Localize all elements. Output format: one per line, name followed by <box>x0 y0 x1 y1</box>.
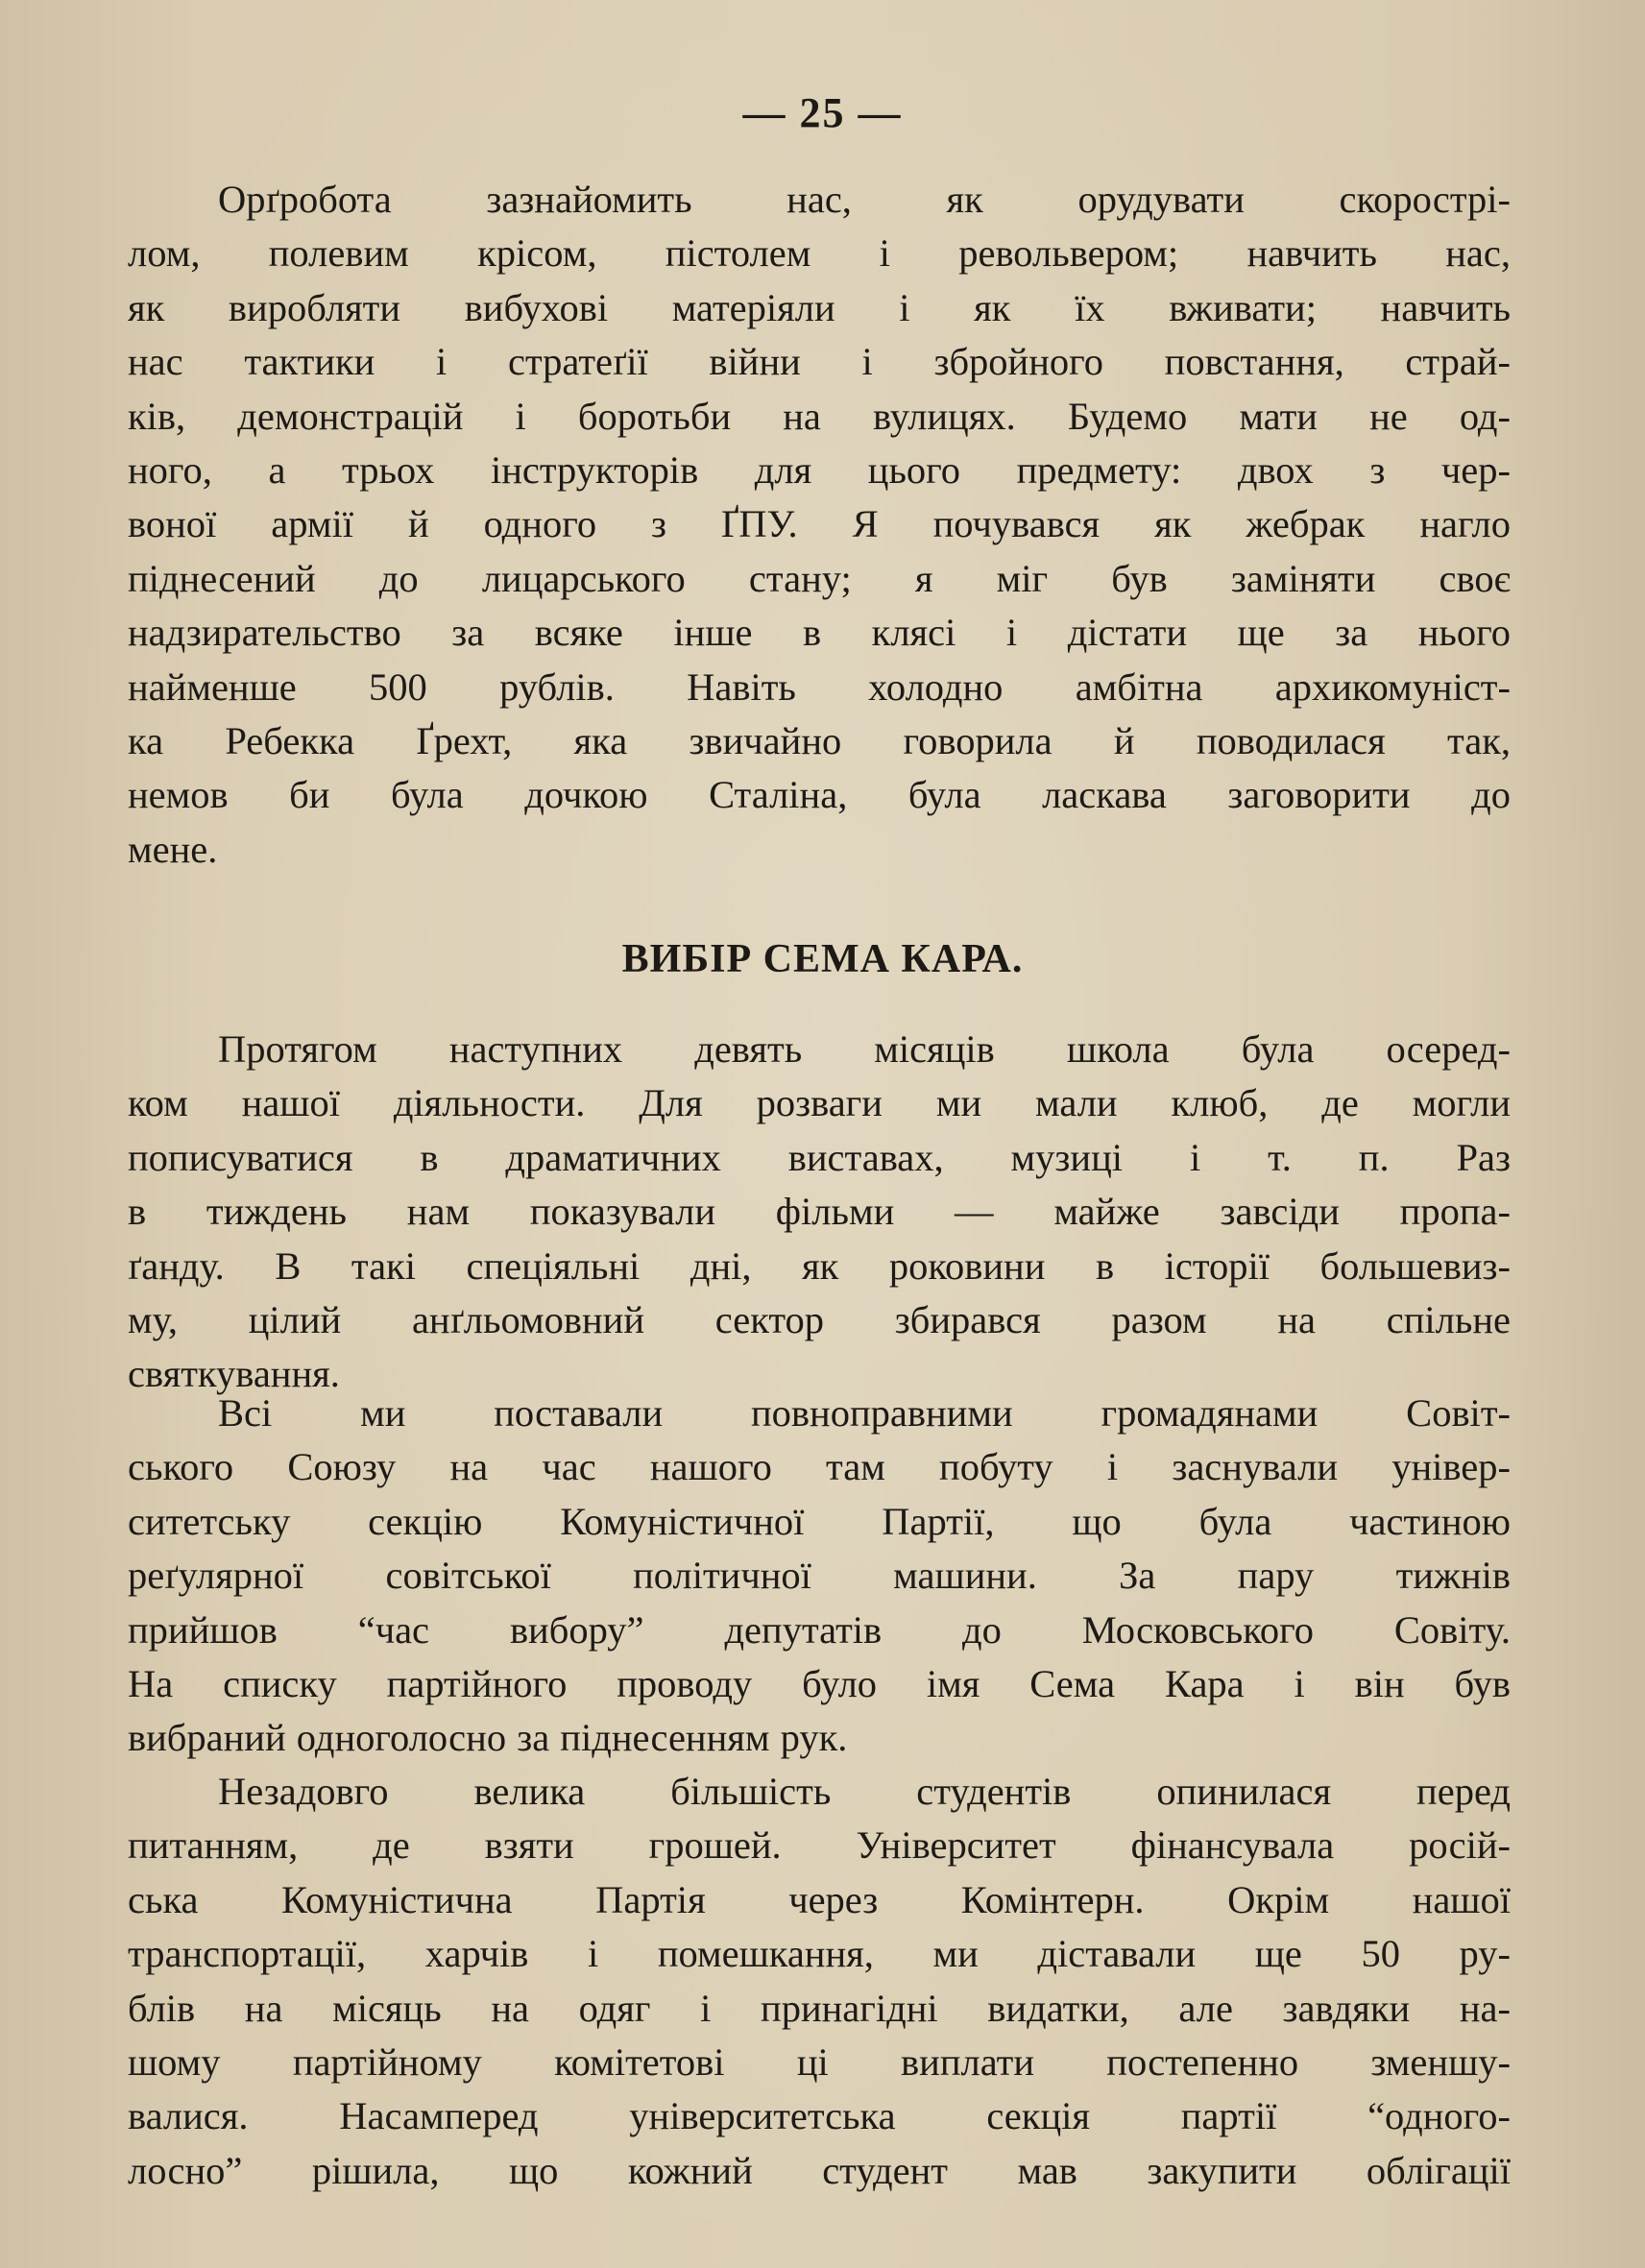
text-line: святкування. <box>128 1352 340 1396</box>
text-line: воної армії й одного з ҐПУ. Я почувався як жебрак нагло <box>128 502 1511 546</box>
text-line: в тиждень нам показували фільми — майже завсіди пропа- <box>128 1190 1511 1234</box>
text-line: блів на місяць на одяг і принагідні видатки, але завдяки на- <box>128 1986 1511 2030</box>
text-line: питанням, де взяти грошей. Університет фінансувала росій- <box>128 1823 1511 1868</box>
text-line: транспортації, харчів і помешкання, ми діставали ще 50 ру- <box>128 1932 1511 1976</box>
text-line: ського Союзу на час нашого там побуту і заснували універ- <box>128 1445 1511 1489</box>
text-line: Орґробота зазнайомить нас, як орудувати скорострі- <box>218 178 1511 221</box>
text-line: Незадовго велика більшість студентів опинилася перед <box>218 1770 1511 1813</box>
paragraph-2 <box>128 1023 1511 1402</box>
text-line: шому партійному комітетові ці виплати постепенно зменшу- <box>128 2040 1511 2085</box>
text-line: найменше 500 рублів. Навіть холодно амбітна архикомуніст- <box>128 664 1511 709</box>
text-line: Протягом наступних девять місяців школа була осеред- <box>218 1027 1511 1071</box>
text-line: як виробляти вибухові матеріяли і як їх вживати; навчить <box>128 285 1511 329</box>
text-line: ська Комуністична Партія через Комінтерн. Окрім нашої <box>128 1877 1511 1921</box>
text-line: нас тактики і стратеґії війни і збройного повстання, страй- <box>128 340 1511 384</box>
text-line: ситетську секцію Комуністичної Партії, що була частиною <box>128 1499 1511 1543</box>
text-line: реґулярної совітської політичної машини. За пару тижнів <box>128 1554 1511 1598</box>
text-line: прийшов “час вибору” депутатів до Московського Совіту. <box>128 1607 1511 1652</box>
section-heading: ВИБІР СЕМА КАРА. <box>621 937 1024 981</box>
text-line: піднесений до лицарського стану; я міг був заміняти своє <box>128 556 1511 600</box>
text-line: Всі ми поставали повноправними громадянами Совіт- <box>218 1391 1511 1435</box>
text-line: мене. <box>128 827 218 871</box>
text-line: лом, полевим крісом, пістолем і револьвером; навчить нас, <box>128 231 1511 276</box>
text-line: надзирательство за всяке інше в клясі і дістати ще за нього <box>128 611 1511 655</box>
text-line: ного, а трьох інструкторів для цього предмету: двох з чер- <box>128 448 1511 493</box>
text-line: лосно” рішила, що кожний студент мав закупити облігації <box>128 2148 1511 2192</box>
text-line: му, цілий анґльомовний сектор збирався разом на спільне <box>128 1298 1511 1342</box>
text-line: ків, демонстрацій і боротьби на вулицях. Будемо мати не од- <box>128 394 1511 438</box>
paragraph-4 <box>128 1765 1511 2198</box>
paragraph-1 <box>128 173 1511 877</box>
text-line: немов би була дочкою Сталіна, була ласкава заговорити до <box>128 773 1511 817</box>
text-line: На списку партійного проводу було імя Сема Кара і він був <box>128 1662 1511 1706</box>
text-line: ка Ребекка Ґрехт, яка звичайно говорила й поводилася так, <box>128 719 1511 763</box>
paragraph-3 <box>128 1387 1511 1766</box>
text-line: ґанду. В такі спеціяльні дні, як роковини в історії большевиз- <box>128 1243 1511 1288</box>
text-line: валися. Насамперед університетська секція партії “одного- <box>128 2094 1511 2138</box>
page-number: — 25 — <box>742 89 903 136</box>
text-line: пописуватися в драматичних виставах, музиці і т. п. Раз <box>128 1135 1511 1179</box>
text-line: ком нашої діяльности. Для розваги ми мали клюб, де могли <box>128 1081 1511 1125</box>
text-line: вибраний одноголосно за піднесенням рук. <box>128 1716 848 1760</box>
